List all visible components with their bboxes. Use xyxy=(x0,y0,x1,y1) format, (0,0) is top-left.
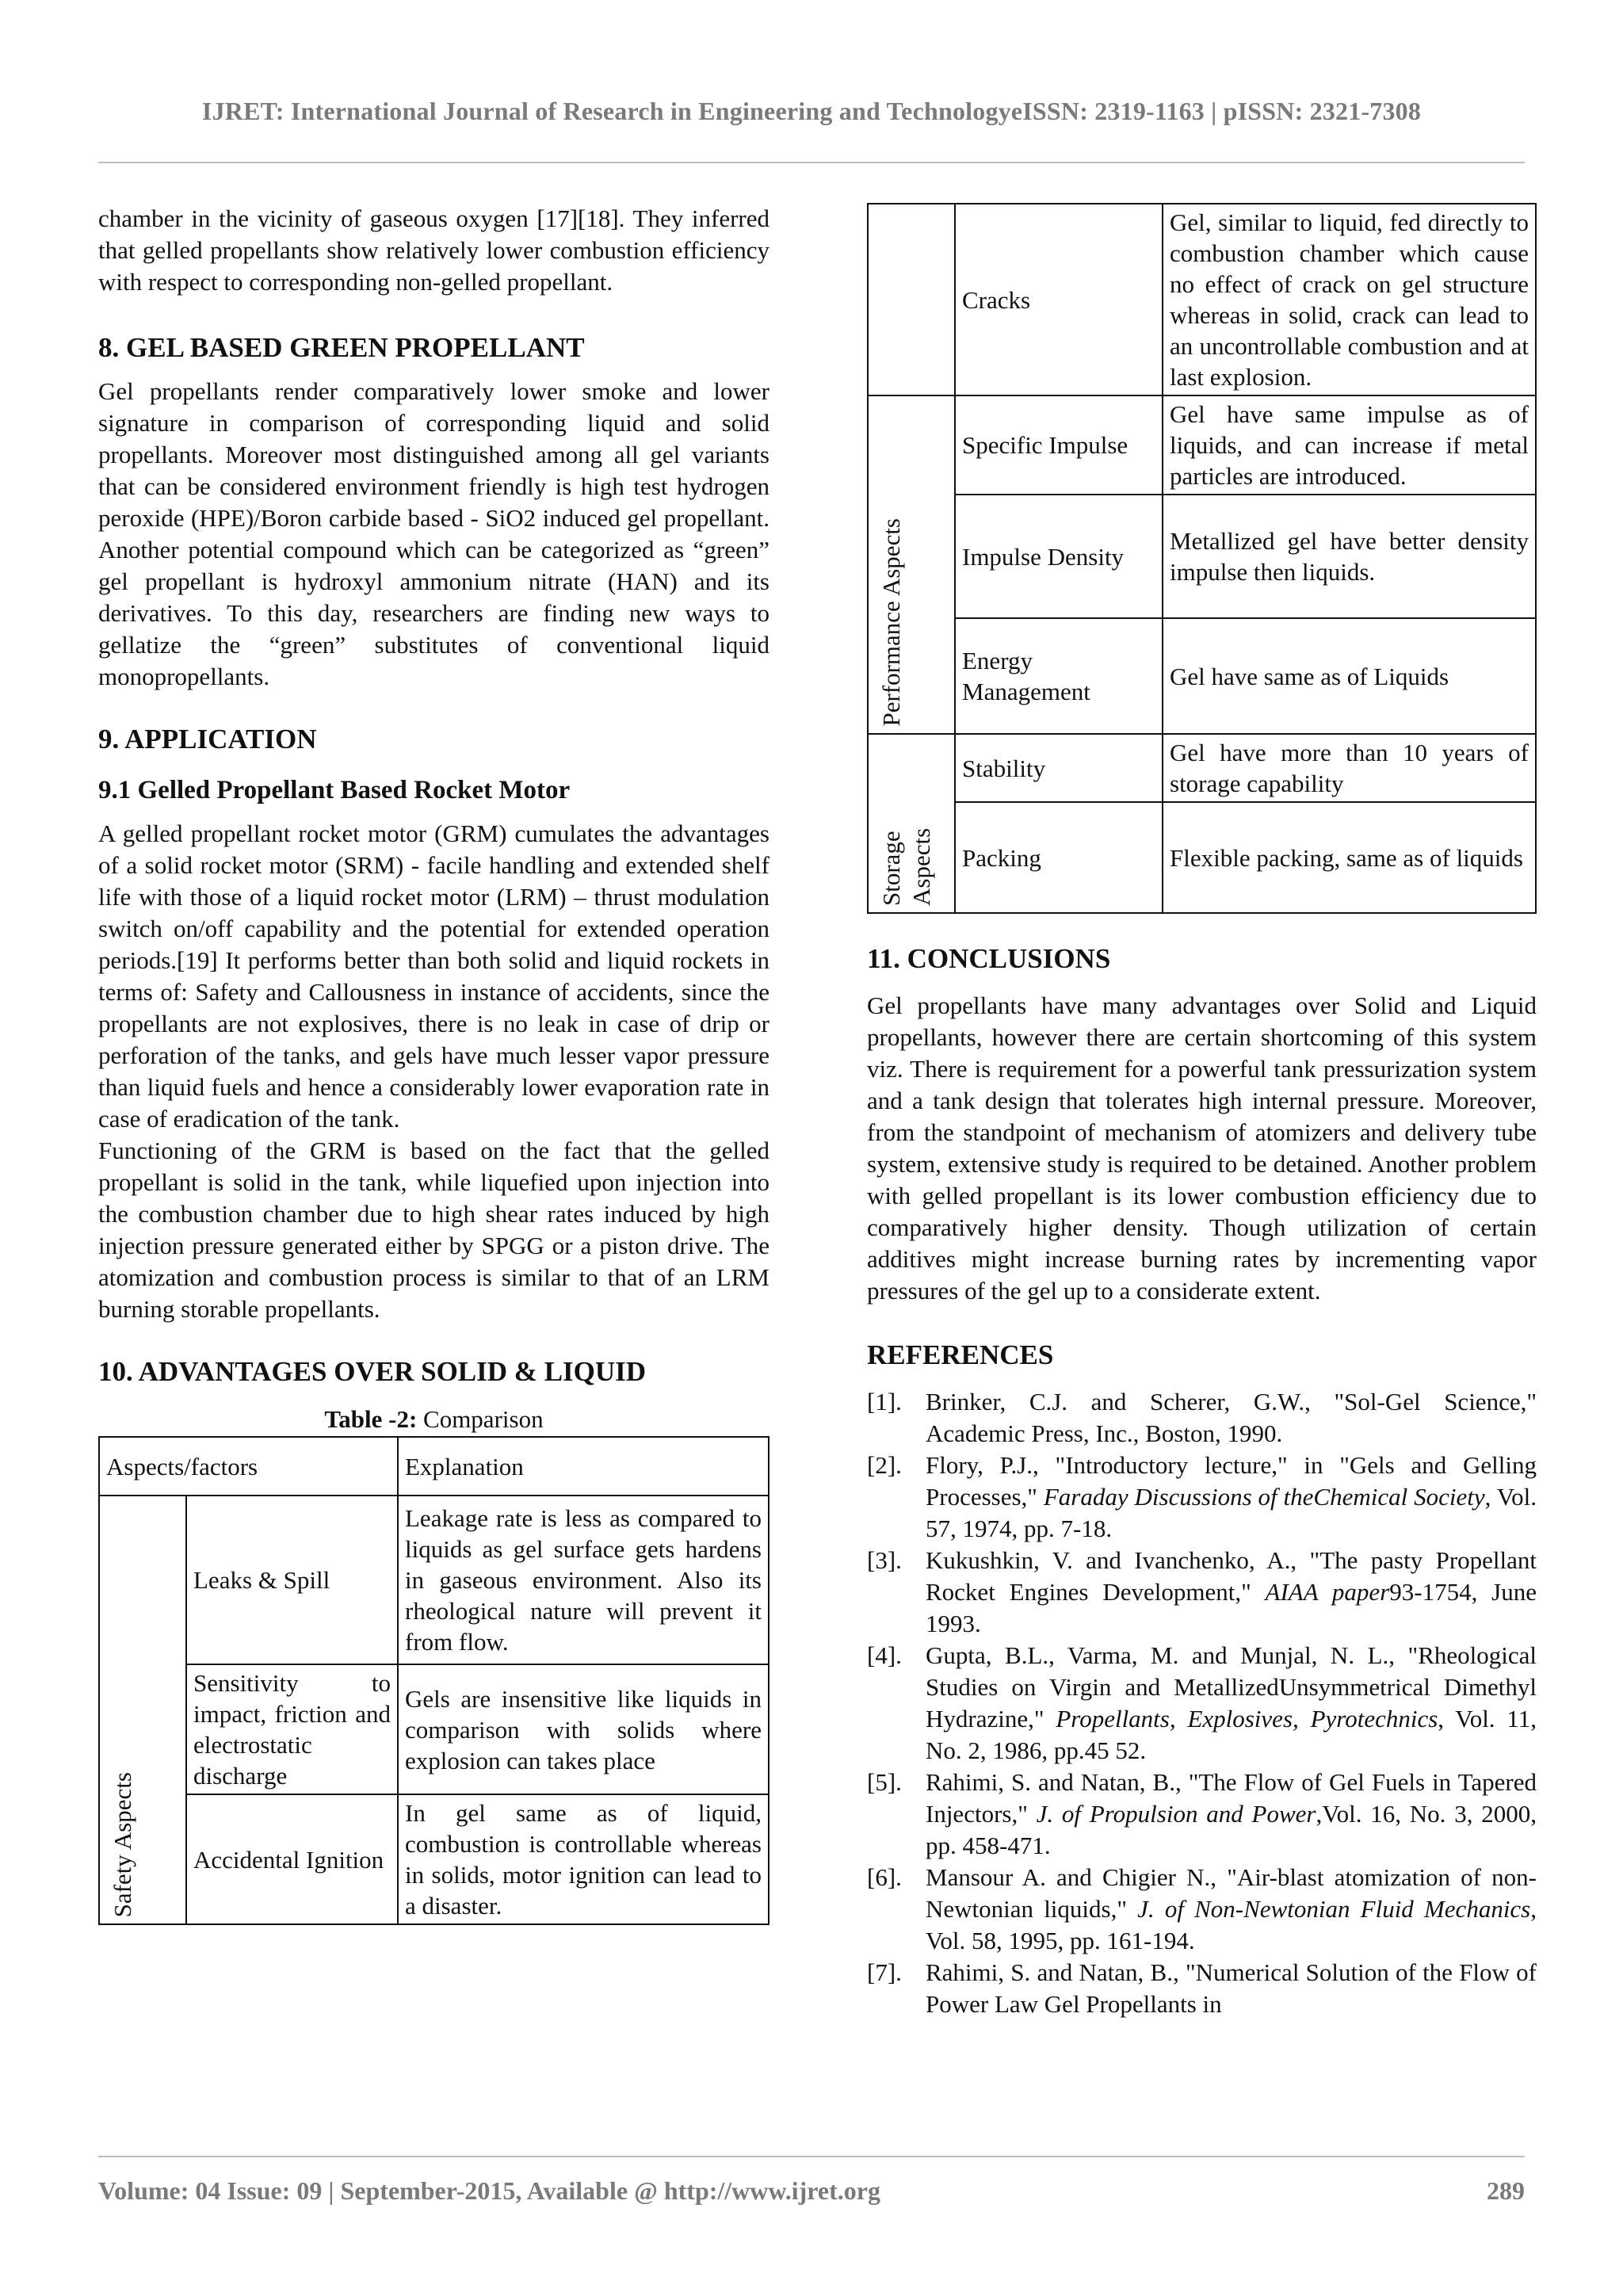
footer-volume-info: Volume: 04 Issue: 09 | September-2015, Available @ http://www.ijret.org xyxy=(98,2176,880,2205)
factor-cell: Cracks xyxy=(955,204,1163,395)
explanation-cell: Metallized gel have better density impulse then liquids. xyxy=(1163,495,1536,618)
explanation-cell: Flexible packing, same as of liquids xyxy=(1163,802,1536,913)
factor-cell: Leaks & Spill xyxy=(186,1496,398,1664)
reference-number: [3]. xyxy=(867,1546,902,1574)
journal-footer xyxy=(98,2176,1525,2206)
reference-list xyxy=(867,1386,1537,2020)
storage-aspects-label: Storage Aspects xyxy=(868,734,955,913)
reference-item: [1]. Brinker, C.J. and Scherer, G.W., "Sol-Gel Science," Academic Press, Inc., Boston, 1990. xyxy=(867,1388,1537,1447)
section-heading-8: 8. GEL BASED GREEN PROPELLANT xyxy=(98,332,585,363)
explanation-cell: Gel have same as of Liquids xyxy=(1163,618,1536,734)
paragraph-grm-functioning: Functioning of the GRM is based on the fact that the gelled propellant is solid in the tank, while liquefied upon injection into the combustion chamber due to high shear rates induced by high injection pressure generated either by SPGG or a piston drive. The atomization and combustion process is similar to that of an LRM burning storable propellants. xyxy=(98,1137,769,1323)
empty-group-cell xyxy=(868,204,955,395)
table-header-row xyxy=(99,1437,769,1496)
reference-item: [2]. Flory, P.J., "Introductory lecture," in "Gels and Gelling Processes," Faraday Discussions of theChemical Society, Vol. 57, 1974, pp. 7-18. xyxy=(867,1451,1537,1542)
comparison-table-part2 xyxy=(867,203,1537,914)
section-heading-10: 10. ADVANTAGES OVER SOLID & LIQUID xyxy=(98,1356,647,1387)
reference-item: [4]. Gupta, B.L., Varma, M. and Munjal, N. L., "Rheological Studies on Virgin and MetallizedUnsymmetrical Dimethyl Hydrazine," Propellants, Explosives, Pyrotechnics, Vol. 11, No. 2, 1986, pp.45 52. xyxy=(867,1641,1537,1764)
table-row xyxy=(868,204,1536,395)
performance-aspects-label: Performance Aspects xyxy=(868,395,955,734)
table-row xyxy=(868,395,1536,495)
left-column xyxy=(98,203,769,1925)
factor-cell: Stability xyxy=(955,734,1163,802)
explanation-cell: Gels are insensitive like liquids in comparison with solids where explosion can takes place xyxy=(398,1664,769,1794)
paragraph-conclusions: Gel propellants have many advantages over Solid and Liquid propellants, however there are certain shortcoming of this system viz. There is requirement for a powerful tank pressurization system and a tank design that tolerates high internal pressure. Moreover, from the standpoint of mechanism of atomizers and delivery tube system, extensive study is required to be detained. Another problem with gelled propellant is its lower combustion efficiency due to comparatively higher density. Though utilization of certain additives might increase burning rates by incrementing vapor pressures of the gel up to a considerate extent. xyxy=(867,991,1537,1305)
table-caption-label: Table -2: xyxy=(324,1405,418,1433)
reference-item: [6]. Mansour A. and Chigier N., "Air-blast atomization of non-Newtonian liquids," J. of Non-Newtonian Fluid Mechanics, Vol. 58, 1995, pp. 161-194. xyxy=(867,1863,1537,1954)
explanation-cell: Leakage rate is less as compared to liquids as gel surface gets hardens in gaseous environment. Also its rheological nature will prevent it from flow. xyxy=(398,1496,769,1664)
table-row xyxy=(99,1496,769,1664)
explanation-cell: In gel same as of liquid, combustion is controllable whereas in solids, motor ignition can lead to a disaster. xyxy=(398,1794,769,1924)
reference-number: [6]. xyxy=(867,1863,902,1891)
paragraph-intro: chamber in the vicinity of gaseous oxygen [17][18]. They inferred that gelled propellants show relatively lower combustion efficiency with respect to corresponding non-gelled propellant. xyxy=(98,204,769,296)
factor-cell: Specific Impulse xyxy=(955,395,1163,495)
reference-item: [3]. Kukushkin, V. and Ivanchenko, A., "The pasty Propellant Rocket Engines Development," AIAA paper93-1754, June 1993. xyxy=(867,1546,1537,1637)
factor-cell: Accidental Ignition xyxy=(186,1794,398,1924)
header-rule xyxy=(98,162,1525,163)
header-aspects: Aspects/factors xyxy=(99,1437,398,1496)
reference-number: [7]. xyxy=(867,1958,902,1986)
reference-number: [2]. xyxy=(867,1451,902,1479)
explanation-cell: Gel have more than 10 years of storage capability xyxy=(1163,734,1536,802)
journal-header: IJRET: International Journal of Research in Engineering and TechnologyeISSN: 2319-1163 | pISSN: 2321-7308 xyxy=(201,97,1422,125)
table-caption-text: Comparison xyxy=(417,1405,544,1433)
paragraph-green-propellant: Gel propellants render comparatively lower smoke and lower signature in comparison of corresponding liquid and solid propellants. Moreover most distinguished among all gel variants that can be considered environment friendly is high test hydrogen peroxide (HPE)/Boron carbide based - SiO2 induced gel propellant. Another potential compound which can be categorized as “green” gel propellant is hydroxyl ammonium nitrate (HAN) and its derivatives. To this day, researchers are finding new ways to gellatize the “green” substitutes of conventional liquid monopropellants. xyxy=(98,377,769,690)
right-column xyxy=(867,203,1537,2020)
comparison-table-part1 xyxy=(98,1436,769,1925)
reference-item: [5]. Rahimi, S. and Natan, B., "The Flow of Gel Fuels in Tapered Injectors," J. of Propulsion and Power,Vol. 16, No. 3, 2000, pp. 458-471. xyxy=(867,1768,1537,1859)
subsection-heading-9-1: 9.1 Gelled Propellant Based Rocket Motor xyxy=(98,776,571,804)
factor-cell: Packing xyxy=(955,802,1163,913)
factor-cell: Impulse Density xyxy=(955,495,1163,618)
factor-cell: Energy Management xyxy=(955,618,1163,734)
safety-aspects-label: Safety Aspects xyxy=(99,1496,186,1924)
header-explanation: Explanation xyxy=(398,1437,769,1496)
reference-number: [1]. xyxy=(867,1388,902,1415)
table-row xyxy=(99,1794,769,1924)
reference-number: [4]. xyxy=(867,1641,902,1669)
table-row xyxy=(868,802,1536,913)
page-number: 289 xyxy=(1487,2176,1525,2205)
references-heading: REFERENCES xyxy=(867,1339,1054,1370)
table-row xyxy=(868,495,1536,618)
table-caption xyxy=(98,1404,769,1435)
factor-cell: Sensitivity to impact, friction and electrostatic discharge xyxy=(186,1664,398,1794)
table-row xyxy=(868,734,1536,802)
reference-item: [7]. Rahimi, S. and Natan, B., "Numerical Solution of the Flow of Power Law Gel Propellants in xyxy=(867,1958,1537,2018)
explanation-cell: Gel, similar to liquid, fed directly to combustion chamber which cause no effect of crack on gel structure whereas in solid, crack can lead to an uncontrollable combustion and at last explosion. xyxy=(1163,204,1536,395)
footer-rule xyxy=(98,2156,1525,2157)
explanation-cell: Gel have same impulse as of liquids, and can increase if metal particles are introduced. xyxy=(1163,395,1536,495)
reference-number: [5]. xyxy=(867,1768,902,1796)
section-heading-9: 9. APPLICATION xyxy=(98,724,317,755)
paragraph-grm-advantages: A gelled propellant rocket motor (GRM) cumulates the advantages of a solid rocket motor (SRM) - facile handling and extended shelf life with those of a liquid rocket motor (LRM) – thrust modulation switch on/off capability and the potential for extended operation periods.[19] It performs better than both solid and liquid rockets in terms of: Safety and Callousness in instance of accidents, since the propellants are not explosives, there is no leak in case of drip or perforation of the tanks, and gels have much lesser vapor pressure than liquid fuels and hence a considerably lower evaporation rate in case of eradication of the tank. xyxy=(98,819,769,1133)
table-row xyxy=(868,618,1536,734)
table-row xyxy=(99,1664,769,1794)
section-heading-11: 11. CONCLUSIONS xyxy=(867,943,1111,974)
